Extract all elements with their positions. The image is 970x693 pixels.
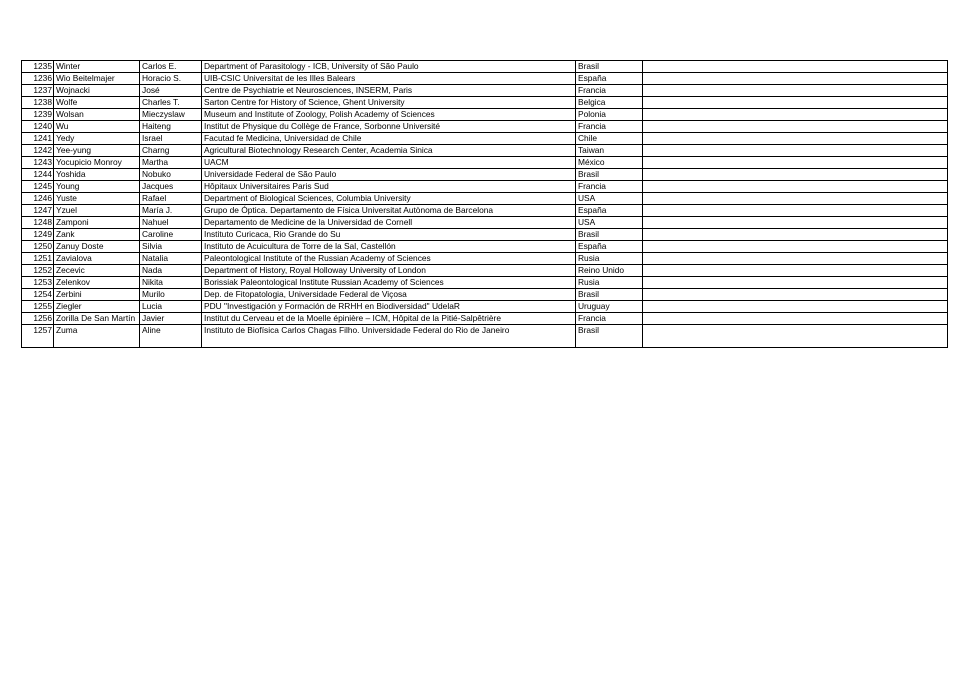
cell-first-name: Rafael	[140, 193, 202, 205]
table-row	[22, 133, 948, 145]
table-row	[22, 85, 948, 97]
cell-blank	[643, 289, 948, 301]
cell-blank	[643, 85, 948, 97]
table-row	[22, 265, 948, 277]
cell-blank	[643, 325, 948, 348]
cell-first-name: María J.	[140, 205, 202, 217]
cell-number: 1257	[22, 325, 54, 348]
cell-country: USA	[576, 217, 643, 229]
cell-last-name: Zuma	[54, 325, 140, 348]
cell-country: Brasil	[576, 169, 643, 181]
cell-last-name: Ziegler	[54, 301, 140, 313]
cell-institution: Dep. de Fitopatologia, Universidade Federal de Viçosa	[202, 289, 576, 301]
cell-last-name: Wio Beitelmajer	[54, 73, 140, 85]
signatory-table	[21, 60, 948, 348]
cell-blank	[643, 97, 948, 109]
cell-institution: Instituto Curicaca, Rio Grande do Su	[202, 229, 576, 241]
cell-blank	[643, 121, 948, 133]
cell-last-name: Wu	[54, 121, 140, 133]
cell-last-name: Zerbini	[54, 289, 140, 301]
table-row	[22, 97, 948, 109]
cell-country: España	[576, 241, 643, 253]
cell-first-name: Nahuel	[140, 217, 202, 229]
cell-last-name: Wojnacki	[54, 85, 140, 97]
table-row	[22, 313, 948, 325]
table-row	[22, 289, 948, 301]
cell-first-name: Nikita	[140, 277, 202, 289]
table-row	[22, 205, 948, 217]
cell-country: Brasil	[576, 229, 643, 241]
cell-blank	[643, 253, 948, 265]
table-row	[22, 217, 948, 229]
cell-number: 1247	[22, 205, 54, 217]
cell-institution: Department of Biological Sciences, Columbia University	[202, 193, 576, 205]
cell-institution: Agricultural Biotechnology Research Center, Academia Sinica	[202, 145, 576, 157]
cell-last-name: Wolsan	[54, 109, 140, 121]
cell-country: Francia	[576, 313, 643, 325]
cell-blank	[643, 205, 948, 217]
cell-number: 1245	[22, 181, 54, 193]
table-row	[22, 109, 948, 121]
cell-number: 1243	[22, 157, 54, 169]
cell-blank	[643, 181, 948, 193]
cell-blank	[643, 145, 948, 157]
cell-first-name: José	[140, 85, 202, 97]
cell-country: Uruguay	[576, 301, 643, 313]
cell-blank	[643, 193, 948, 205]
cell-country: Belgica	[576, 97, 643, 109]
cell-number: 1253	[22, 277, 54, 289]
cell-country: Brasil	[576, 61, 643, 73]
cell-number: 1252	[22, 265, 54, 277]
cell-first-name: Charles T.	[140, 97, 202, 109]
cell-country: Rusia	[576, 253, 643, 265]
signatory-table-body	[22, 61, 948, 348]
cell-country: Taiwan	[576, 145, 643, 157]
cell-number: 1241	[22, 133, 54, 145]
cell-first-name: Jacques	[140, 181, 202, 193]
cell-institution: Museum and Institute of Zoology, Polish Academy of Sciences	[202, 109, 576, 121]
cell-last-name: Young	[54, 181, 140, 193]
cell-number: 1248	[22, 217, 54, 229]
cell-last-name: Zank	[54, 229, 140, 241]
cell-last-name: Zelenkov	[54, 277, 140, 289]
cell-country: USA	[576, 193, 643, 205]
cell-first-name: Nada	[140, 265, 202, 277]
cell-institution: UIB-CSIC Universitat de les Illes Balears	[202, 73, 576, 85]
cell-institution: Instituto de Acuicultura de Torre de la Sal, Castellón	[202, 241, 576, 253]
cell-last-name: Zorilla De San Martín	[54, 313, 140, 325]
table-row	[22, 121, 948, 133]
cell-institution: Institut de Physique du Collège de France, Sorbonne Université	[202, 121, 576, 133]
cell-number: 1238	[22, 97, 54, 109]
cell-country: España	[576, 73, 643, 85]
cell-last-name: Yoshida	[54, 169, 140, 181]
cell-number: 1244	[22, 169, 54, 181]
cell-blank	[643, 241, 948, 253]
cell-institution: Sarton Centre for History of Science, Ghent University	[202, 97, 576, 109]
cell-institution: Centre de Psychiatrie et Neurosciences, INSERM, Paris	[202, 85, 576, 97]
table-row	[22, 277, 948, 289]
cell-number: 1255	[22, 301, 54, 313]
cell-institution: Instituto de Biofísica Carlos Chagas Filho. Universidade Federal do Rio de Janeiro	[202, 325, 576, 348]
table-row	[22, 145, 948, 157]
cell-institution: Institut du Cerveau et de la Moelle épinière – ICM, Hôpital de la Pitié-Salpêtrière	[202, 313, 576, 325]
table-row	[22, 301, 948, 313]
cell-blank	[643, 157, 948, 169]
cell-blank	[643, 301, 948, 313]
cell-country: Polonia	[576, 109, 643, 121]
cell-number: 1236	[22, 73, 54, 85]
cell-country: España	[576, 205, 643, 217]
cell-first-name: Natalia	[140, 253, 202, 265]
table-row	[22, 169, 948, 181]
cell-blank	[643, 229, 948, 241]
cell-first-name: Caroline	[140, 229, 202, 241]
cell-number: 1237	[22, 85, 54, 97]
cell-first-name: Silvia	[140, 241, 202, 253]
cell-country: Francia	[576, 85, 643, 97]
table-row	[22, 229, 948, 241]
table-row	[22, 73, 948, 85]
cell-country: Brasil	[576, 289, 643, 301]
cell-blank	[643, 217, 948, 229]
cell-number: 1235	[22, 61, 54, 73]
cell-country: Reino Unido	[576, 265, 643, 277]
cell-institution: Paleontological Institute of the Russian Academy of Sciences	[202, 253, 576, 265]
cell-first-name: Aline	[140, 325, 202, 348]
cell-country: Francia	[576, 181, 643, 193]
cell-last-name: Yzuel	[54, 205, 140, 217]
cell-first-name: Israel	[140, 133, 202, 145]
cell-institution: UACM	[202, 157, 576, 169]
cell-blank	[643, 277, 948, 289]
cell-first-name: Javier	[140, 313, 202, 325]
cell-first-name: Murilo	[140, 289, 202, 301]
cell-last-name: Yuste	[54, 193, 140, 205]
cell-number: 1251	[22, 253, 54, 265]
cell-first-name: Horacio S.	[140, 73, 202, 85]
table-row	[22, 157, 948, 169]
cell-country: Brasil	[576, 325, 643, 348]
table-row	[22, 253, 948, 265]
cell-first-name: Nobuko	[140, 169, 202, 181]
cell-blank	[643, 169, 948, 181]
table-row	[22, 61, 948, 73]
cell-first-name: Carlos E.	[140, 61, 202, 73]
cell-last-name: Wolfe	[54, 97, 140, 109]
cell-institution: Borissiak Paleontological Institute Russian Academy of Sciences	[202, 277, 576, 289]
cell-institution: Department of Parasitology - ICB, University of São Paulo	[202, 61, 576, 73]
table-row	[22, 325, 948, 348]
cell-number: 1242	[22, 145, 54, 157]
cell-last-name: Yedy	[54, 133, 140, 145]
cell-number: 1239	[22, 109, 54, 121]
cell-country: México	[576, 157, 643, 169]
cell-blank	[643, 133, 948, 145]
cell-last-name: Zecevic	[54, 265, 140, 277]
cell-blank	[643, 73, 948, 85]
cell-last-name: Yee-yung	[54, 145, 140, 157]
cell-first-name: Haiteng	[140, 121, 202, 133]
cell-blank	[643, 313, 948, 325]
cell-number: 1246	[22, 193, 54, 205]
cell-blank	[643, 109, 948, 121]
cell-last-name: Winter	[54, 61, 140, 73]
cell-last-name: Zavialova	[54, 253, 140, 265]
cell-blank	[643, 265, 948, 277]
cell-first-name: Martha	[140, 157, 202, 169]
cell-institution: PDU "Investigación y Formación de RRHH en Biodiversidad" UdelaR	[202, 301, 576, 313]
cell-institution: Universidade Federal de São Paulo	[202, 169, 576, 181]
table-row	[22, 193, 948, 205]
cell-last-name: Zanuy Doste	[54, 241, 140, 253]
cell-institution: Hôpitaux Universitaires Paris Sud	[202, 181, 576, 193]
cell-first-name: Mieczyslaw	[140, 109, 202, 121]
cell-country: Francia	[576, 121, 643, 133]
cell-institution: Department of History, Royal Holloway University of London	[202, 265, 576, 277]
cell-institution: Grupo de Óptica. Departamento de Física Universitat Autònoma de Barcelona	[202, 205, 576, 217]
cell-number: 1240	[22, 121, 54, 133]
cell-blank	[643, 61, 948, 73]
cell-last-name: Zamponi	[54, 217, 140, 229]
cell-first-name: Charng	[140, 145, 202, 157]
cell-number: 1249	[22, 229, 54, 241]
cell-country: Chile	[576, 133, 643, 145]
cell-first-name: Lucia	[140, 301, 202, 313]
cell-country: Rusia	[576, 277, 643, 289]
cell-last-name: Yocupicio Monroy	[54, 157, 140, 169]
cell-number: 1254	[22, 289, 54, 301]
cell-number: 1256	[22, 313, 54, 325]
table-row	[22, 181, 948, 193]
cell-institution: Facutad fe Medicina, Universidad de Chile	[202, 133, 576, 145]
cell-number: 1250	[22, 241, 54, 253]
cell-institution: Departamento de Medicine de la Universidad de Cornell	[202, 217, 576, 229]
table-row	[22, 241, 948, 253]
signatory-sheet	[21, 60, 947, 348]
